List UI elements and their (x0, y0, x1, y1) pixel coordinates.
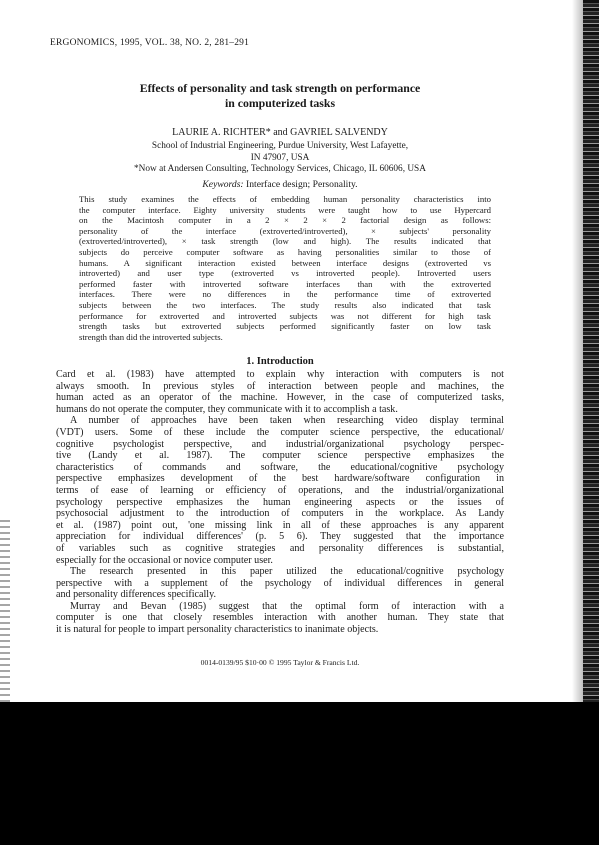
body-line: terms of ease of learning or efficiency of operations, and the industrial/organizational (56, 484, 504, 496)
abstract-line: the computer interface. Eighty university students were taught how to use Hypercard (79, 204, 491, 215)
scan-edge-bottom (0, 702, 599, 845)
abstract-line: strength tasks but extroverted subjects performed significantly faster on low task (79, 321, 491, 332)
paper-title (60, 81, 500, 111)
section-heading: 1. Introduction (246, 356, 314, 367)
body-line: humans do not operate the computer, they communicate with it to accomplish a task. (56, 403, 398, 415)
abstract-line: on the Macintosh computer in a 2 × 2 × 2 factorial design as follows: (79, 215, 491, 226)
body-line: tive (Landy et al. 1987). The computer science perspective emphasizes the (56, 450, 504, 462)
body-line: Murray and Bevan (1985) suggest that the optimal form of interaction with a (70, 600, 504, 612)
body-line: A number of approaches have been taken when researching video display terminal (70, 415, 504, 427)
body-line: Card et al. (1983) have attempted to explain why interaction with computers is not (56, 369, 504, 380)
body-line: appreciation for individual differences' (p. 5 6). They suggested that the importance (56, 531, 504, 543)
abstract-line: personality of the interface (extroverted/introverted), × subjects' personality (79, 225, 491, 236)
abstract (79, 194, 491, 342)
abstract-line: (extroverted/introverted), × task strength (low and high). The results indicated that (79, 236, 491, 247)
abstract-line: subjects between the two interfaces. The study results also indicated that task (79, 299, 491, 310)
abstract-line: subjects do perceive computer software as having personalities similar to those of (79, 246, 491, 257)
keywords (60, 179, 500, 190)
body-line: characteristics of commands and software, the educational/cognitive psychology (56, 461, 504, 473)
body-line: The research presented in this paper utilized the educational/cognitive psychology (70, 566, 504, 578)
scan-edge-left (0, 520, 10, 702)
abstract-line: strength than did the introverted subjects. (79, 331, 223, 342)
running-head: ERGONOMICS, 1995, VOL. 38, NO. 2, 281–291 (50, 38, 250, 48)
title-line: Effects of personality and task strength on performance (139, 81, 421, 95)
abstract-line: This study examines the effects of embedding human personality characteristics into (79, 194, 491, 204)
body-line: cognitive psychologist perspective, and industrial/organizational psychology perspec- (56, 438, 504, 450)
authors: LAURIE A. RICHTER* and GAVRIEL SALVENDY (172, 127, 388, 138)
abstract-line: humans. A significant interaction existed between interface designs (extroverted vs (79, 257, 491, 268)
body-line: et al. (1987) point out, 'one missing link in all of these approaches is any apparent (56, 519, 504, 531)
scan-edge-right (583, 0, 599, 702)
body-line: computer is one that closely resembles interaction with another human. They state that (56, 612, 504, 624)
body-line: human acted as an operator of the machine. However, in the case of computerized tasks, (56, 392, 504, 404)
body-line: it is natural for people to impart personality characteristics to inanimate objects. (56, 624, 379, 636)
body-line: (VDT) users. Some of these include the computer science perspective, the educational/ (56, 426, 504, 438)
body-line: perspective with a supplement of the psychology of individual differences in general (56, 577, 504, 589)
copyright-footer: 0014-0139/95 $10·00 © 1995 Taylor & Francis Ltd. (200, 658, 360, 667)
abstract-line: performed faster with introverted software interfaces than with the extroverted (79, 278, 491, 289)
affiliation-line: IN 47907, USA (250, 152, 310, 163)
abstract-line: interfaces. There were no differences in the performance time of extroverted (79, 289, 491, 300)
body-line: of variables such as cognitive strategies and personality differences is substantial, (56, 542, 504, 554)
body-line: always smooth. In previous styles of interaction between people and machines, the (56, 380, 504, 392)
body-line: perspective emphasizes development of the best hardware/software configuration in (56, 473, 504, 485)
keywords-label: Keywords: (202, 179, 244, 190)
abstract-line: performance for extroverted and introverted subjects was not different for high task (79, 310, 491, 321)
body-text (56, 369, 504, 636)
scan-shadow (572, 0, 583, 702)
keywords-value: Interface design; Personality. (246, 179, 358, 190)
affiliation-line: *Now at Andersen Consulting, Technology Services, Chicago, IL 60606, USA (134, 164, 426, 174)
body-line: and personality differences specifically. (56, 589, 217, 601)
abstract-line: introverted) and user type (extroverted vs introverted people). Introverted users (79, 268, 491, 279)
title-line: in computerized tasks (224, 96, 336, 110)
body-line: especially for the occasional or novice computer user. (56, 554, 273, 566)
body-line: psychosocial adjustment to the introduction of computers in the workplace. As Landy (56, 508, 504, 520)
affiliation (60, 141, 500, 176)
body-line: psychology perspective emphasizes the human engineering aspects or the issues of (56, 496, 504, 508)
affiliation-line: School of Industrial Engineering, Purdue University, West Lafayette, (151, 141, 409, 151)
